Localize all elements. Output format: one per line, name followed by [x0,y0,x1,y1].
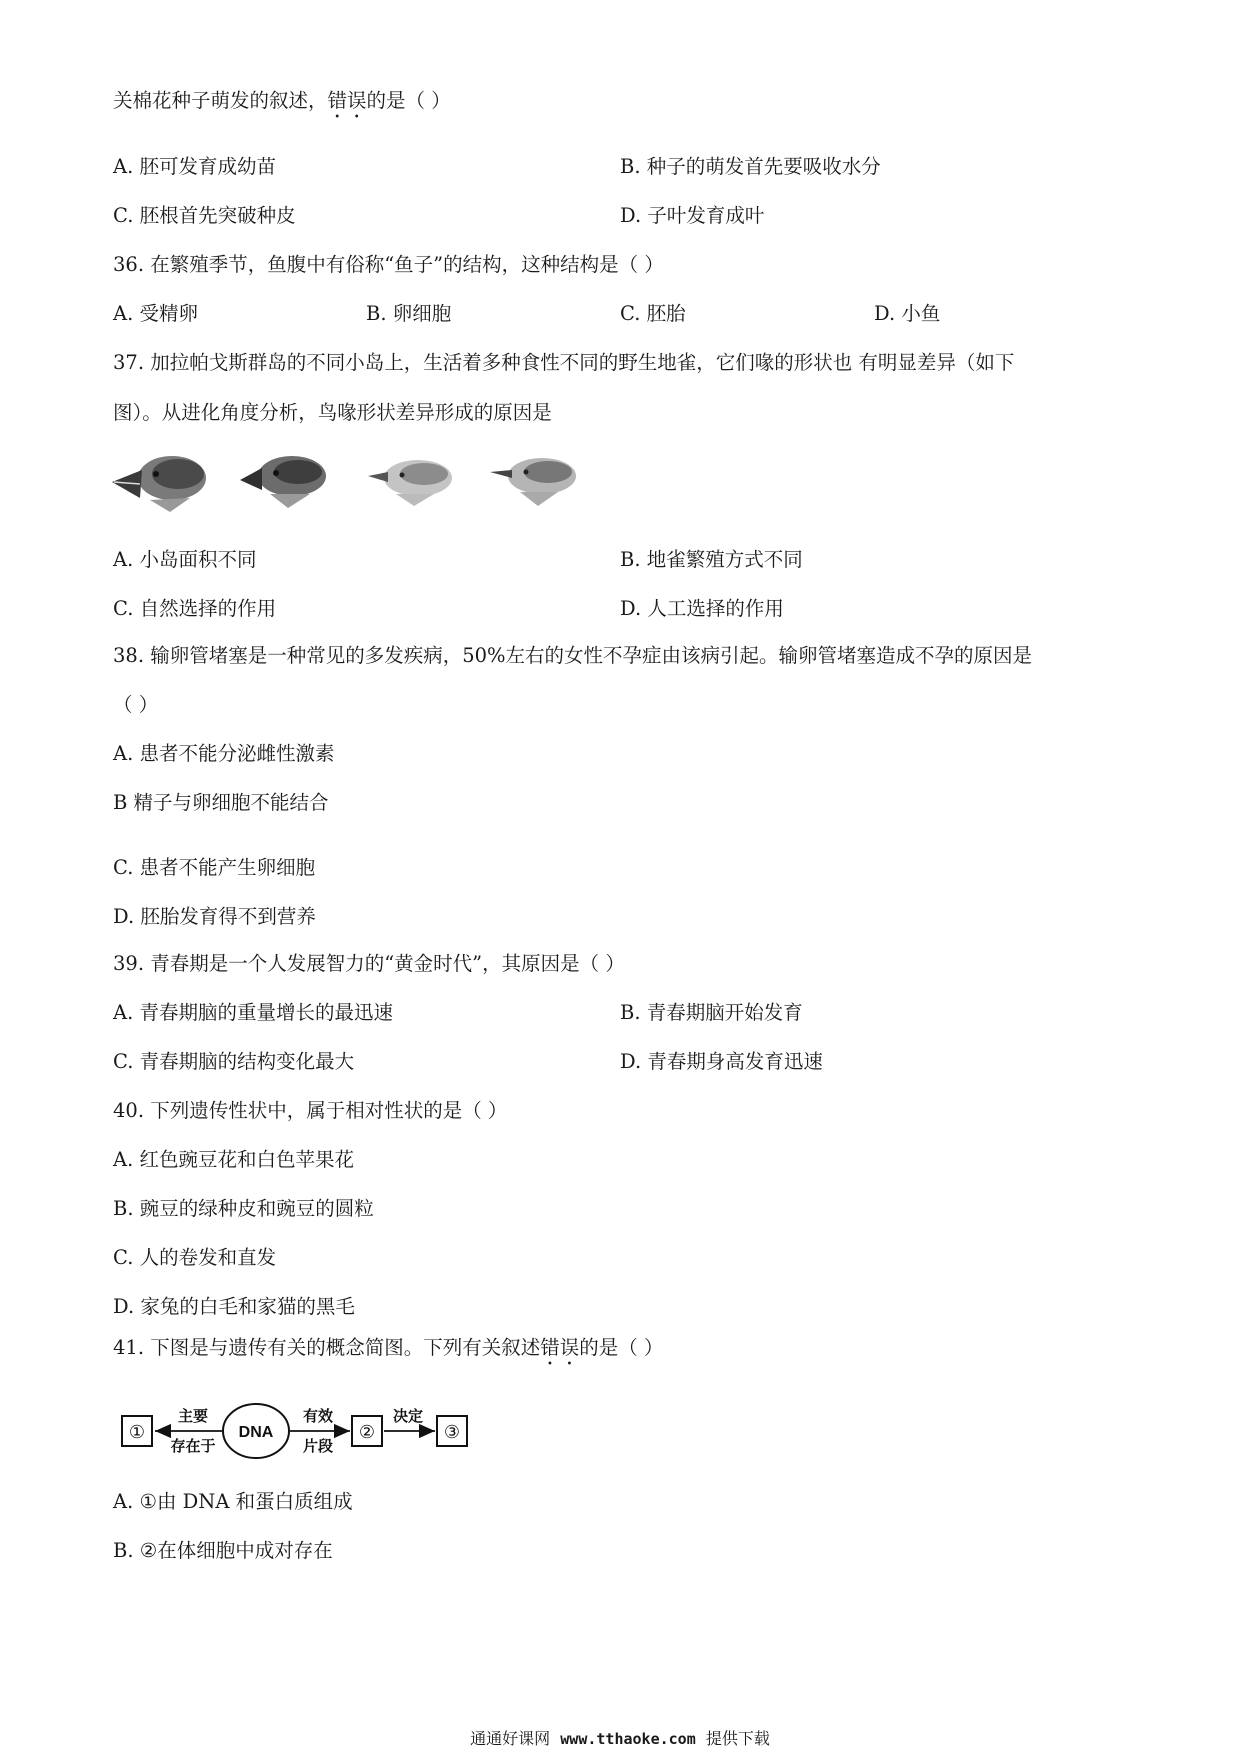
footer-url[interactable]: www.tthaoke.com [560,1730,696,1748]
finch-head-4 [490,458,576,506]
q35-option-d: D. 子叶发育成叶 [620,204,765,227]
q40-option-b: B. 豌豆的绿种皮和豌豆的圆粒 [113,1197,374,1220]
q40-option-d: D. 家兔的白毛和家猫的黑毛 [113,1295,355,1318]
q38-option-a: A. 患者不能分泌雌性激素 [113,742,335,765]
q35-option-c: C. 胚根首先突破种皮 [113,204,296,227]
q37-option-a: A. 小岛面积不同 [113,548,257,571]
q37-option-b: B. 地雀繁殖方式不同 [620,548,803,571]
q36-option-d: D. 小鱼 [874,302,941,325]
q40-option-c: C. 人的卷发和直发 [113,1246,277,1269]
finch-head-2 [240,456,326,508]
node-3-label: ③ [443,1422,461,1442]
q37-option-d: D. 人工选择的作用 [620,597,784,620]
q38-option-d: D. 胚胎发育得不到营养 [113,905,316,928]
q39-option-a: A. 青春期脑的重量增长的最迅速 [113,1001,393,1024]
label-exists-in: 存在于 [170,1438,216,1455]
label-segment: 片段 [302,1438,334,1455]
q37-stem-line1: 37. 加拉帕戈斯群岛的不同小岛上，生活着多种食性不同的野生地雀，它们喙的形状也 有明显差异（如下 [113,351,1015,374]
q38-stem-line1: 38. 输卵管堵塞是一种常见的多发疾病，50%左右的女性不孕症由该病引起。输卵管堵塞造成不孕的原因是 [113,644,1033,667]
node-2-label: ② [358,1422,376,1442]
finch-head-1 [112,456,206,512]
q36-option-a: A. 受精卵 [113,302,198,325]
q35-option-b: B. 种子的萌发首先要吸收水分 [620,155,881,178]
q36-stem: 36. 在繁殖季节，鱼腹中有俗称“鱼子”的结构，这种结构是（ ） [113,253,664,276]
q36-option-b: B. 卵细胞 [366,302,452,325]
q39-stem: 39. 青春期是一个人发展智力的“黄金时代”，其原因是（ ） [113,952,625,975]
label-effective: 有效 [302,1408,334,1425]
q38-option-c: C. 患者不能产生卵细胞 [113,856,316,879]
q37-option-c: C. 自然选择的作用 [113,597,277,620]
q38-option-b: B 精子与卵细胞不能结合 [113,791,329,814]
finch-beaks-figure [110,448,600,516]
q39-option-d: D. 青春期身高发育迅速 [620,1050,823,1073]
q40-option-a: A. 红色豌豆花和白色苹果花 [113,1148,354,1171]
label-determines: 决定 [392,1408,424,1425]
q41-option-a: A. ①由 DNA 和蛋白质组成 [113,1490,353,1513]
page-footer [0,1729,1240,1749]
q35-option-a: A. 胚可发育成幼苗 [113,155,276,178]
label-main: 主要 [177,1408,209,1425]
q38-stem-line2: （ ） [113,693,159,716]
node-1-label: ① [128,1422,146,1442]
footer-site-name: 通通好课网 [470,1729,551,1748]
q41-stem: 41. 下图是与遗传有关的概念简图。下列有关叙述错误的是（ ） [113,1336,664,1359]
q37-stem-line2: 图）。从进化角度分析，鸟喙形状差异形成的原因是 [113,401,552,424]
q40-stem: 40. 下列遗传性状中，属于相对性状的是（ ） [113,1099,508,1122]
genetics-concept-diagram [118,1395,478,1465]
q41-option-b: B. ②在体细胞中成对存在 [113,1539,333,1562]
dna-label: DNA [238,1424,274,1441]
q35-stem: 关棉花种子萌发的叙述，错误的是（ ） [113,89,451,112]
q36-option-c: C. 胚胎 [620,302,686,325]
q39-option-c: C. 青春期脑的结构变化最大 [113,1050,355,1073]
q39-option-b: B. 青春期脑开始发育 [620,1001,803,1024]
footer-suffix: 提供下载 [705,1729,770,1748]
finch-head-3 [368,460,452,506]
